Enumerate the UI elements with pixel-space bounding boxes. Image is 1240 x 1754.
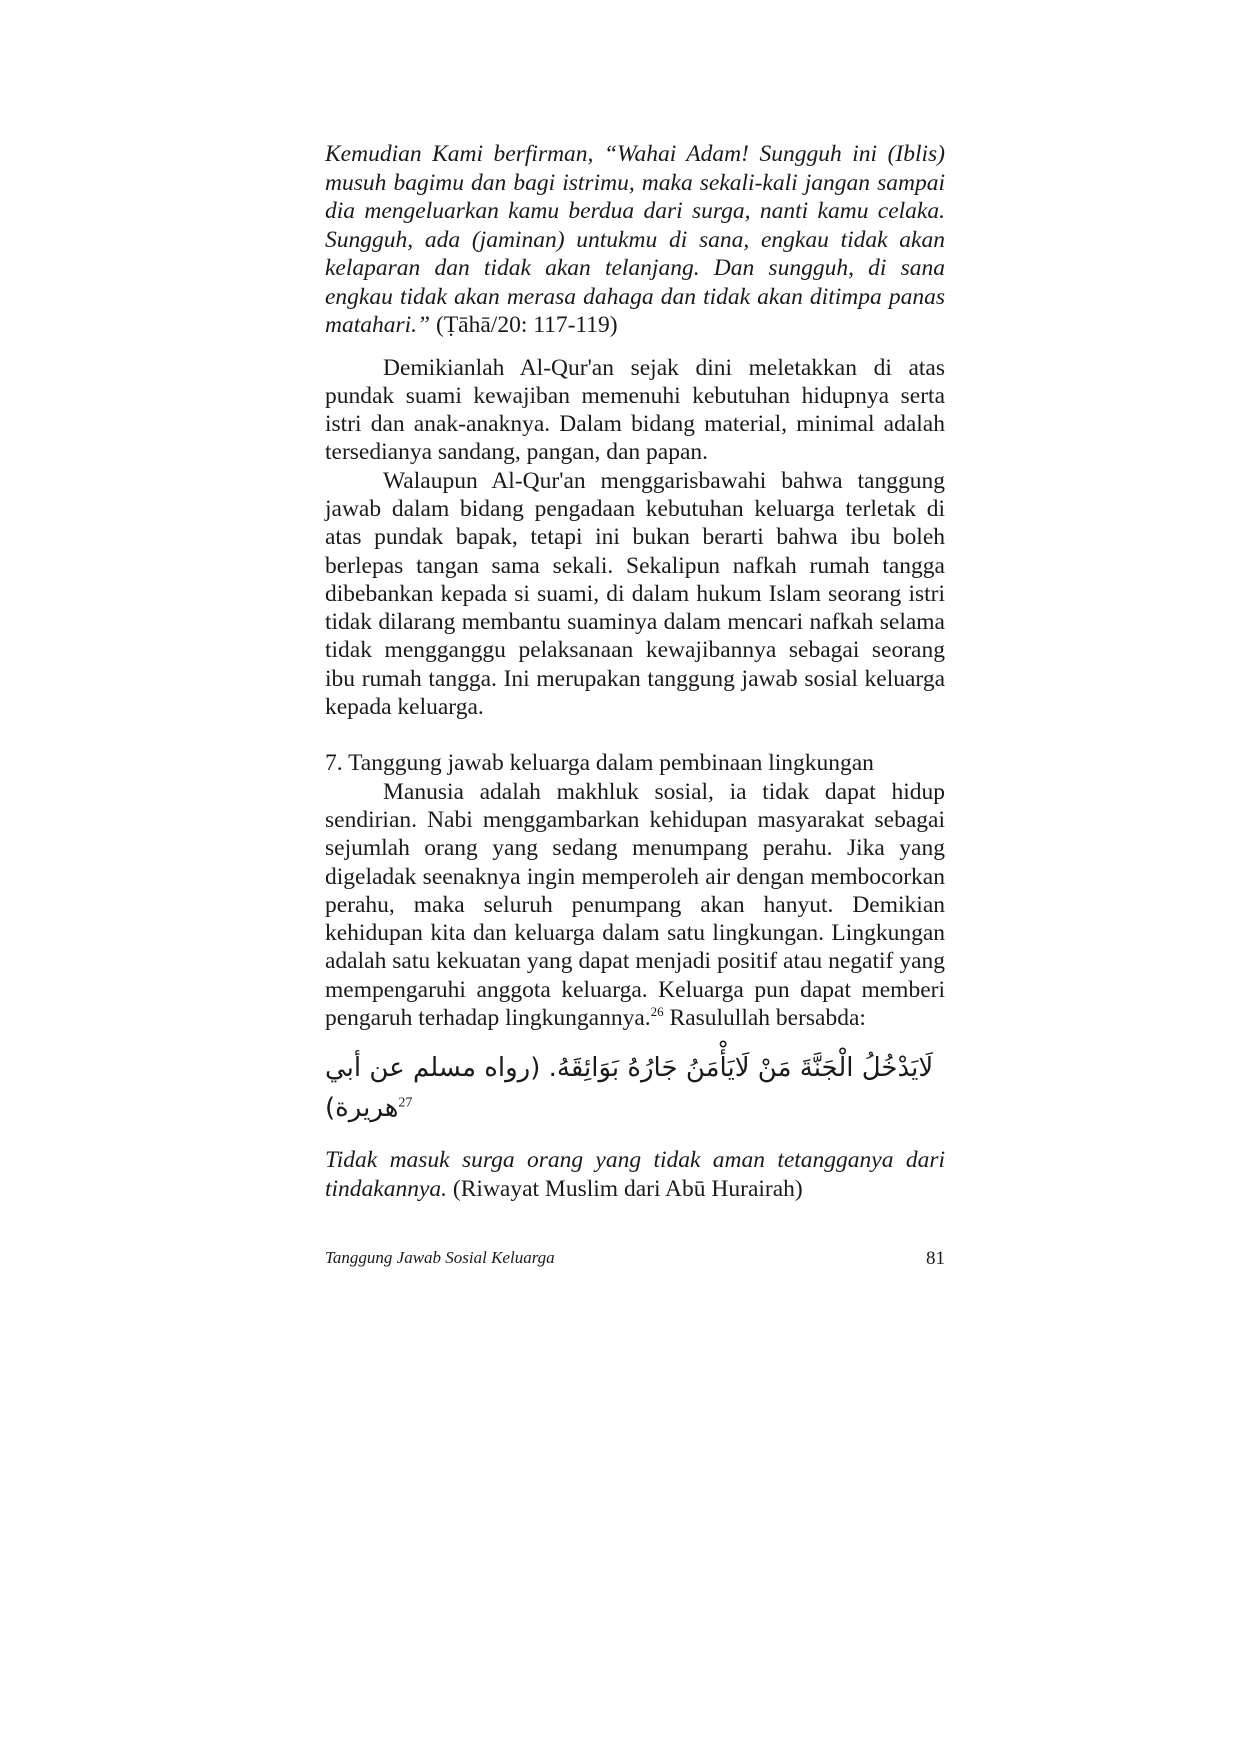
hadith-translation [325, 1146, 945, 1203]
verse-text: Kemudian Kami berfirman, “Wahai Adam! Sungguh ini (Iblis) musuh bagimu dan bagi istrimu, maka sekali-kali jangan sampai dia mengeluarkan kamu berdua dari surga, nanti kamu celaka. Sungguh, ada (jaminan) untukmu di sana, engkau tidak akan kelaparan dan tidak akan telanjang. Dan sungguh, di sana engkau tidak akan merasa dahaga dan tidak akan ditimpa panas matahari.” [325, 141, 945, 338]
section-text: Manusia adalah makhluk sosial, ia tidak dapat hidup sendirian. Nabi menggambarkan kehidupan masyarakat sebagai sejumlah orang yang sedang menumpang perahu. Jika yang digeladak seenaknya ingin memperoleh air dengan membocorkan perahu, maka seluruh penumpang akan hanyut. Demikian kehidupan kita dan keluarga dalam satu lingkungan. Lingkungan adalah satu kekuatan yang dapat menjadi positif atau negatif yang mempengaruhi anggota keluarga. Keluarga pun dapat memberi pengaruh terhadap lingkungannya. [325, 778, 945, 1032]
verse-reference: (Ṭāhā/20: 117-119) [436, 312, 618, 338]
hadith-arabic-row [325, 1048, 945, 1128]
quran-verse [325, 140, 945, 340]
translation-source: (Riwayat Muslim dari Abū Hurairah) [447, 1175, 803, 1202]
footnote-ref-27: 27 [398, 1095, 413, 1111]
paragraph-2: Walaupun Al-Qur'an menggarisbawahi bahwa tanggung jawab dalam bidang pengadaan kebutuhan keluarga terletak di atas pundak bapak, tetapi ini bukan berarti bahwa ibu boleh berlepas tangan sama sekali. Sekalipun nafkah rumah tangga dibebankan kepada si suami, di dalam hukum Islam seorang istri tidak dilarang membantu suaminya dalam mencari nafkah selama tidak mengganggu pelaksanaan kewajibannya sebagai seorang ibu rumah tangga. Ini merupakan tanggung jawab sosial keluarga kepada keluarga. [325, 467, 945, 721]
section-spacer [325, 721, 945, 749]
running-title: Tanggung Jawab Sosial Keluarga [325, 1248, 555, 1267]
section-heading: 7. Tanggung jawab keluarga dalam pembinaan lingkungan [325, 750, 874, 777]
section-text-end: Rasulullah bersabda: [663, 1005, 866, 1032]
page-number: 81 [926, 1248, 945, 1269]
paragraph-1: Demikianlah Al-Qur'an sejak dini meletakkan di atas pundak suami kewajiban memenuhi kebutuhan hidupnya serta istri dan anak-anaknya. Dalam bidang material, minimal adalah tersedianya sandang, pangan, dan papan. [325, 354, 945, 466]
page-body [325, 140, 945, 1203]
footnote-ref-26: 26 [650, 1004, 664, 1020]
translation-text: Tidak masuk surga orang yang tidak aman tetangganya dari tindakannya. [325, 1147, 945, 1202]
section-paragraph [325, 778, 945, 1033]
hadith-arabic: لَايَدْخُلُ الْجَنَّةَ مَنْ لَايَأْمَنُ جَارُهُ بَوَائِقَهُ. (رواه مسلم عن أبي هريرة) [325, 1053, 934, 1124]
page-footer [325, 1248, 945, 1270]
